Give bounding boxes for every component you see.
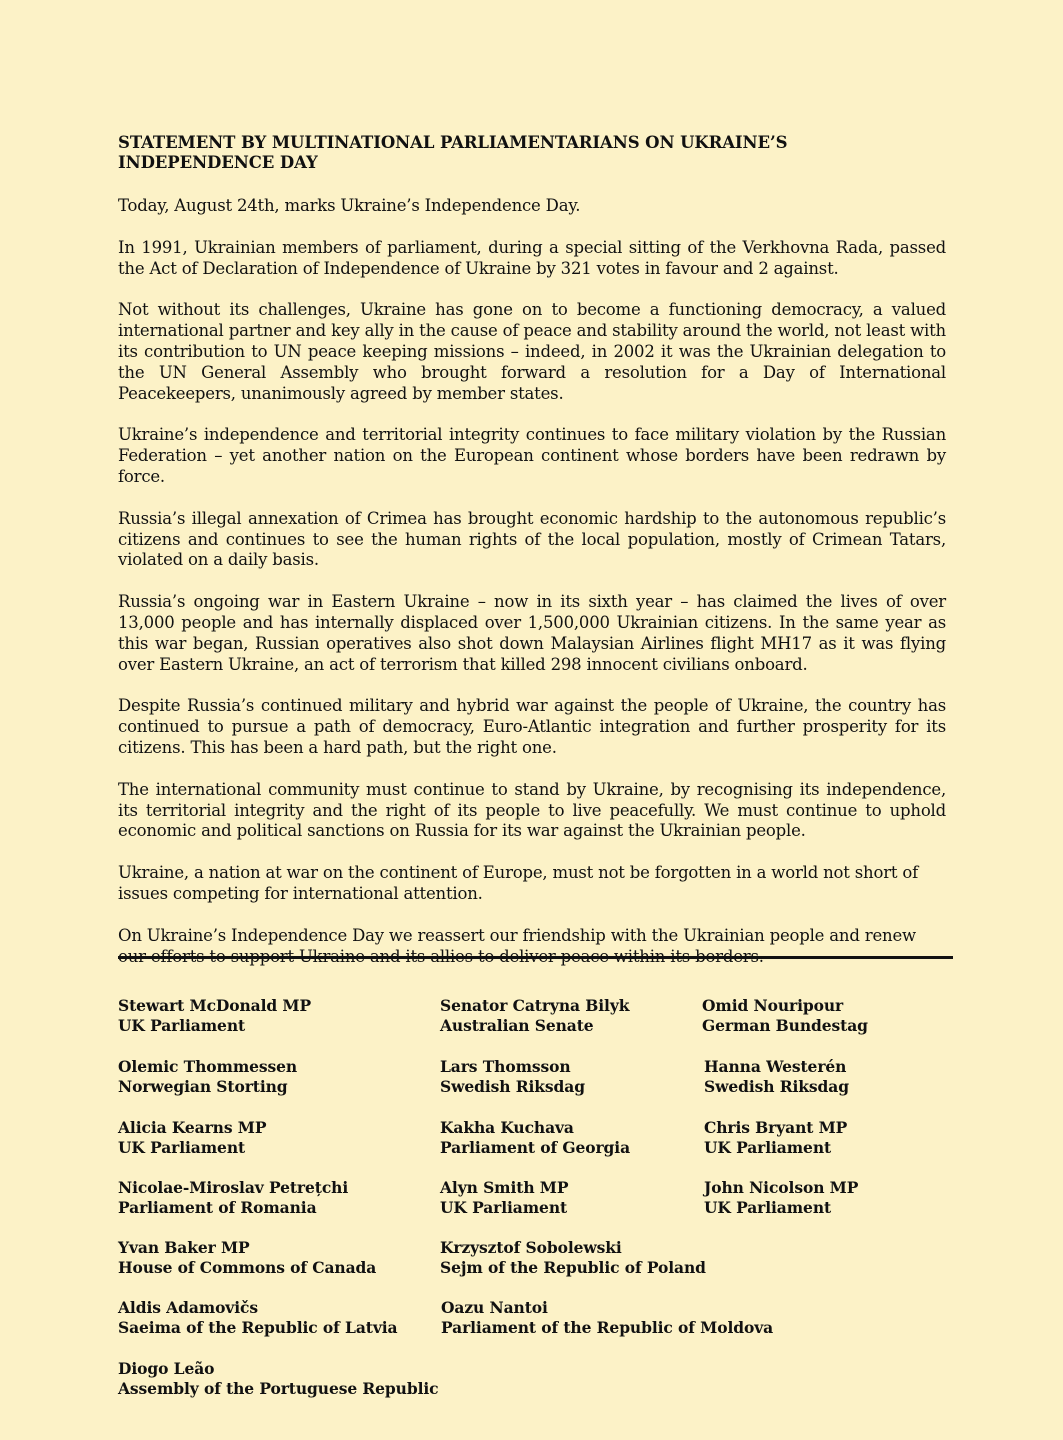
signatory-parliament: Saeima of the Republic of Latvia — [118, 1318, 398, 1338]
signatory-name: Nicolae-Miroslav Petrețchi — [118, 1178, 349, 1197]
signatory-parliament: UK Parliament — [118, 1138, 246, 1158]
signatory — [118, 1178, 348, 1219]
signatory — [118, 1118, 266, 1159]
paragraph: The international community must continue to stand by Ukraine, by recognising its independence, its territorial integrity and the right of its people to live peacefully. We must continue to uphold economic and political sanctions on Russia for its war against the Ukrainian people. — [118, 779, 946, 841]
signatory-parliament: Assembly of the Portuguese Republic — [118, 1379, 439, 1399]
signatory-name: Hanna Westerén — [704, 1057, 847, 1076]
signatory-parliament: UK Parliament — [704, 1198, 832, 1218]
signatory — [118, 1057, 297, 1098]
signatory — [704, 1118, 847, 1159]
paragraph: Ukraine, a nation at war on the continent of Europe, must not be forgotten in a world not short of issues competing for international attention. — [118, 863, 918, 903]
signatory-parliament: UK Parliament — [118, 1016, 246, 1036]
signatory — [702, 996, 868, 1037]
paragraph: Ukraine’s independence and territorial integrity continues to face military violation by the Russian Federation – yet another nation on the European continent whose borders have been redrawn by force. — [118, 425, 946, 486]
paragraph: Russia’s ongoing war in Eastern Ukraine – now in its sixth year – has claimed the lives of over 13,000 people and has internally displaced over 1,500,000 Ukrainian citizens. In the same year as this war began, Russian operatives also shot down Malaysian Airlines flight MH17 as it was flying over Eastern Ukraine, an act of terrorism that killed 298 innocent civilians onboard. — [118, 592, 946, 674]
signatory — [118, 1359, 439, 1400]
statement-body — [118, 133, 946, 988]
signatory — [441, 1298, 773, 1339]
signatory — [440, 996, 629, 1037]
signatory-name: Aldis Adamovičs — [118, 1298, 258, 1317]
signatory-name: Omid Nouripour — [702, 996, 844, 1015]
signatory — [440, 1118, 630, 1159]
signatory-parliament: Parliament of Georgia — [440, 1138, 631, 1158]
signatory — [440, 1057, 585, 1098]
paragraph: Today, August 24th, marks Ukraine’s Independence Day. — [118, 196, 581, 215]
signatory-parliament: Sejm of the Republic of Poland — [440, 1258, 706, 1278]
signatory-name: Alicia Kearns MP — [118, 1118, 267, 1137]
paragraph: Not without its challenges, Ukraine has gone on to become a functioning democracy, a valued international partner and key ally in the cause of peace and stability around the world, not least with its contribution to UN peace keeping missions – indeed, in 2002 it was the Ukrainian delegation to the UN General Assembly who brought forward a resolution for a Day of International Peacekeepers, unanimously agreed by member states. — [118, 300, 946, 403]
signatory — [118, 996, 311, 1037]
signatory-name: Alyn Smith MP — [440, 1178, 569, 1197]
signatory-parliament: House of Commons of Canada — [118, 1258, 377, 1278]
divider-rule — [118, 956, 953, 959]
signatory-parliament: Swedish Riksdag — [704, 1077, 849, 1097]
signatory — [704, 1057, 849, 1098]
signatory-name: Diogo Leão — [118, 1359, 215, 1378]
signatory-parliament: Swedish Riksdag — [440, 1077, 585, 1097]
paragraph: Russia’s illegal annexation of Crimea has brought economic hardship to the autonomous republic’s citizens and continues to see the human rights of the local population, mostly of Crimean Tatars, violated on a daily basis. — [118, 508, 946, 570]
signatory-name: Kakha Kuchava — [440, 1118, 574, 1137]
signatory-name: John Nicolson MP — [704, 1178, 859, 1197]
signatory-name: Chris Bryant MP — [704, 1118, 848, 1137]
signatory — [118, 1238, 376, 1279]
signatory-name: Senator Catryna Bilyk — [440, 996, 630, 1015]
signatory-parliament: German Bundestag — [702, 1016, 868, 1036]
signatory-parliament: Norwegian Storting — [118, 1077, 288, 1097]
signatory-name: Stewart McDonald MP — [118, 996, 312, 1015]
signatory-name: Yvan Baker MP — [118, 1238, 250, 1257]
signatory-parliament: UK Parliament — [704, 1138, 832, 1158]
signatory-name: Krzysztof Sobolewski — [440, 1238, 622, 1257]
paragraph: In 1991, Ukrainian members of parliament, during a special sitting of the Verkhovna Rada, passed the Act of Declaration of Independence of Ukraine by 321 votes in favour and 2 against. — [118, 237, 946, 278]
signatory — [440, 1178, 568, 1219]
signatory-parliament: Parliament of Romania — [118, 1198, 317, 1218]
signatory-parliament: Parliament of the Republic of Moldova — [441, 1318, 774, 1338]
signatory-name: Olemic Thommessen — [118, 1057, 298, 1076]
signatory-name: Lars Thomsson — [440, 1057, 571, 1076]
signatory — [118, 1298, 397, 1339]
signatory-name: Oazu Nantoi — [441, 1298, 548, 1317]
signatory — [704, 1178, 858, 1219]
signatory-parliament: Australian Senate — [440, 1016, 594, 1036]
signatory — [440, 1238, 706, 1279]
statement-title: STATEMENT BY MULTINATIONAL PARLIAMENTARIANS ON UKRAINE’S INDEPENDENCE DAY — [118, 133, 788, 172]
paragraph: Despite Russia’s continued military and hybrid war against the people of Ukraine, the country has continued to pursue a path of democracy, Euro-Atlantic integration and further prosperity for its citizens. This has been a hard path, but the right one. — [118, 696, 946, 757]
paragraph: On Ukraine’s Independence Day we reassert our friendship with the Ukrainian people and renew — [118, 925, 916, 945]
signatory-parliament: UK Parliament — [440, 1198, 568, 1218]
